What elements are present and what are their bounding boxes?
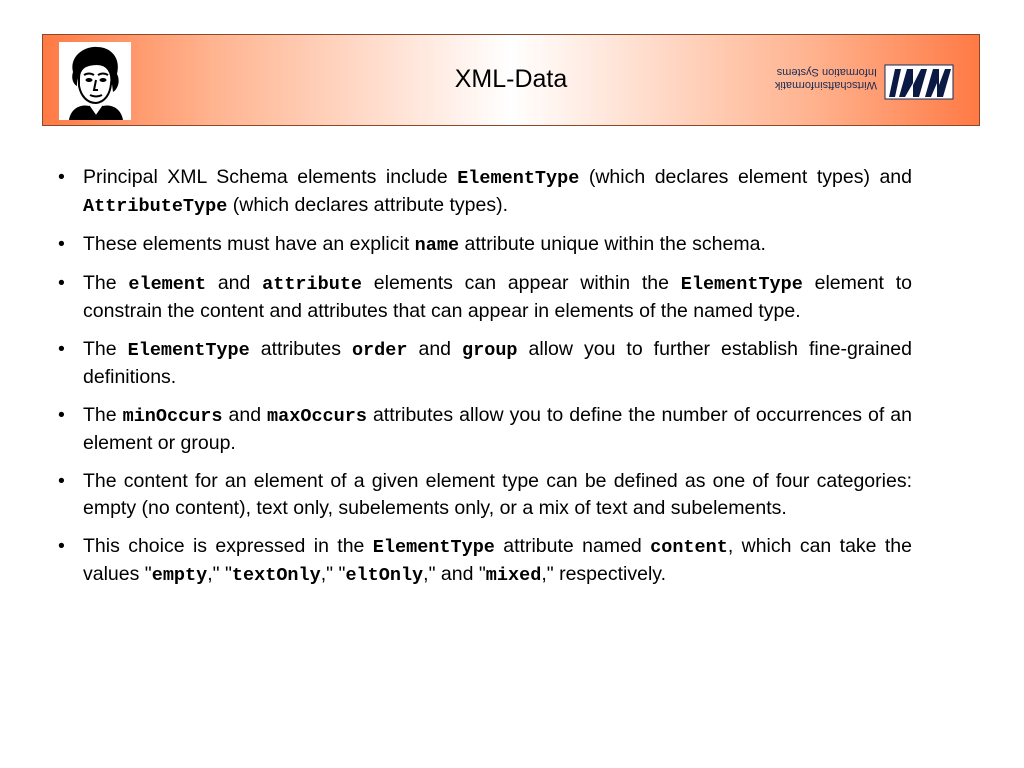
text-run: The — [83, 272, 129, 294]
bullet-text — [83, 272, 912, 322]
text-run: The content for an element of a given element type can be defined as one of four categories: empty (no content), text only, subelements only, or a mix of text and subelements. — [83, 470, 912, 519]
code-term: attribute — [262, 274, 363, 295]
bullet-list — [58, 164, 912, 600]
bullet-item — [58, 468, 912, 522]
logo-caption — [765, 65, 877, 91]
text-run: attributes — [249, 338, 352, 360]
text-run: (which declares attribute types). — [227, 194, 509, 216]
logo-caption-line2: Information Systems — [776, 66, 877, 78]
bullet-marker: • — [58, 470, 65, 492]
text-run: elements can appear within the — [362, 272, 681, 294]
bullet-marker: • — [58, 166, 65, 188]
text-run: and — [206, 272, 263, 294]
iwi-logo — [765, 61, 955, 105]
text-run: The — [83, 404, 123, 426]
slide-header — [42, 34, 980, 126]
code-term: order — [351, 340, 408, 361]
bullet-item — [58, 164, 912, 220]
text-run: ," " — [207, 563, 232, 585]
text-run: and — [222, 404, 268, 426]
text-run: attribute named — [494, 535, 651, 557]
text-run: element to constrain the content and attributes that can appear in elements of the named type. — [83, 272, 912, 322]
text-run: attribute unique within the schema. — [459, 233, 766, 255]
bullet-item — [58, 336, 912, 391]
code-term: empty — [151, 565, 208, 586]
page-title: XML-Data — [454, 65, 568, 93]
logo-caption-line1: Wirtschaftsinformatik — [774, 79, 877, 91]
bullet-text — [83, 535, 912, 585]
code-term: element — [128, 274, 207, 295]
code-term: minOccurs — [122, 406, 223, 427]
text-run: ," respectively. — [541, 563, 666, 585]
text-run: attributes allow you to define the number of occurrences of an element or group. — [83, 404, 912, 454]
code-term: ElementType — [372, 537, 495, 558]
text-run: and — [407, 338, 463, 360]
text-run: , which can take the values " — [83, 535, 912, 585]
bullet-text — [83, 166, 912, 216]
code-term: textOnly — [231, 565, 321, 586]
bullet-text — [83, 338, 912, 388]
iwi-logo-mark — [883, 61, 955, 103]
code-term: AttributeType — [83, 196, 228, 217]
bullet-text — [83, 404, 912, 454]
text-run: This choice is expressed in the — [83, 535, 373, 557]
text-run: (which declares element types) and — [579, 166, 912, 188]
bullet-item — [58, 402, 912, 457]
code-term: ElementType — [680, 274, 803, 295]
bullet-marker: • — [58, 272, 65, 294]
text-run: The — [83, 338, 128, 360]
text-run: allow you to further establish fine-grained definitions. — [83, 338, 912, 388]
bullet-marker: • — [58, 535, 65, 557]
text-run: These elements must have an explicit — [83, 233, 415, 255]
text-run: Principal XML Schema elements include — [83, 166, 458, 188]
bullet-item — [58, 270, 912, 325]
bullet-item — [58, 231, 912, 259]
text-run: ," and " — [423, 563, 486, 585]
bullet-text — [83, 470, 912, 519]
code-term: content — [650, 537, 728, 558]
code-term: ElementType — [127, 340, 250, 361]
code-term: eltOnly — [345, 565, 424, 586]
bullet-marker: • — [58, 233, 65, 255]
bullet-marker: • — [58, 338, 65, 360]
text-run: ," " — [320, 563, 346, 585]
code-term: mixed — [485, 565, 542, 586]
code-term: name — [414, 235, 460, 256]
bullet-marker: • — [58, 404, 65, 426]
code-term: maxOccurs — [267, 406, 367, 427]
bullet-item — [58, 533, 912, 589]
bullet-text — [83, 233, 766, 255]
code-term: group — [462, 340, 518, 361]
code-term: ElementType — [457, 168, 580, 189]
